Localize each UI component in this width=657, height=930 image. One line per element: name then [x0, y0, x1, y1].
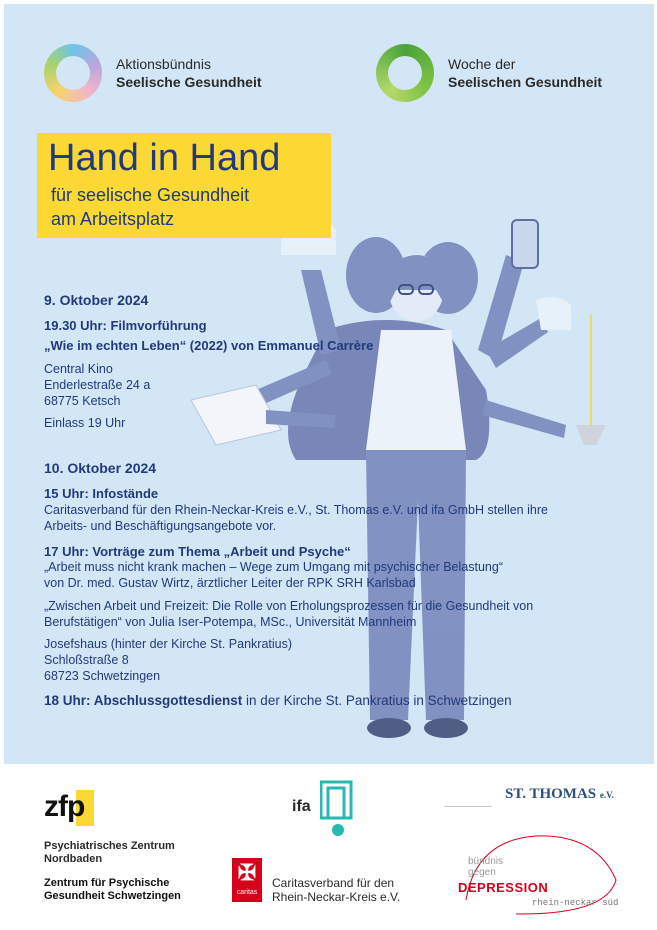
church-sketch-icon [444, 784, 492, 807]
caritas-flame-icon: ✠ [237, 860, 257, 885]
day1-event-time: 19.30 Uhr: Filmvorführung [44, 318, 207, 333]
day1-event-title: „Wie im echten Leben“ (2022) von Emmanuel Carrère [44, 338, 374, 353]
day1-entry: Einlass 19 Uhr [44, 416, 126, 430]
caritas-text [272, 876, 400, 904]
caritas-badge: caritas [236, 889, 258, 896]
depression-word: DEPRESSION [458, 880, 549, 895]
zfp-line: Zentrum für Psychische [44, 877, 170, 889]
page-title: Hand in Hand [48, 137, 281, 179]
zfp-line: Gesundheit Schwetzingen [44, 890, 181, 902]
depression-region: rhein-neckar süd [532, 898, 619, 908]
day2-talk1-line: von Dr. med. Gustav Wirtz, ärztlicher Leiter der RPK SRH Karlsbad [44, 576, 416, 590]
zfp-line: Nordbaden [44, 853, 103, 865]
caritas-line: Rhein-Neckar-Kreis e.V. [272, 890, 401, 904]
day2-service-rest: in der Kirche St. Pankratius in Schwetzingen [242, 693, 512, 708]
ifa-mark: ifa [292, 798, 311, 815]
day2-service [44, 693, 512, 709]
day2-venue-line: 68723 Schwetzingen [44, 669, 161, 683]
day2-talk2-line: Berufstätigen“ von Julia Iser-Potempa, MSc., Universität Mannheim [44, 615, 417, 629]
day2-venue-line: Josefshaus (hinter der Kirche St. Pankratius) [44, 637, 293, 651]
aktionsbuendnis-logo [44, 44, 262, 102]
zfp-mark: zfp [44, 790, 85, 823]
title-box [37, 133, 331, 238]
day2-talk1-line: „Arbeit muss nicht krank machen – Wege zum Umgang mit psychischer Belastung“ [44, 560, 503, 574]
day1-venue-line: Enderlestraße 24 a [44, 378, 151, 392]
depression-small-text [468, 856, 503, 878]
zfp-line: Psychiatrisches Zentrum [44, 840, 175, 852]
title-sub1: für seelische Gesundheit [51, 185, 250, 205]
ifa-door-icon [320, 780, 354, 838]
day1-venue-line: 68775 Ketsch [44, 394, 121, 408]
day2-talk1 [44, 559, 503, 591]
day2-date: 10. Oktober 2024 [44, 460, 157, 476]
st-thomas-logo [505, 786, 614, 803]
st-thomas-name: ST. THOMAS [505, 786, 597, 802]
day2-talk2-line: „Zwischen Arbeit und Freizeit: Die Rolle von Erholungsprozessen für die Gesundheit von [44, 599, 534, 613]
depression-line2: gegen [468, 867, 496, 878]
day2-talks-time: 17 Uhr: Vorträge zum Thema „Arbeit und Psyche“ [44, 544, 351, 559]
day2-talk2 [44, 598, 533, 630]
depression-line1: bündnis [468, 856, 504, 867]
caritas-logo [232, 858, 262, 902]
rainbow-ring-icon [44, 44, 102, 102]
zfp-text2 [44, 877, 181, 903]
st-thomas-suffix: e.V. [599, 790, 614, 800]
day1-venue [44, 361, 150, 409]
day2-service-time: 18 Uhr: Abschlussgottesdienst [44, 693, 243, 708]
day1-date: 9. Oktober 2024 [44, 292, 149, 308]
caritas-line: Caritasverband für den [272, 876, 395, 890]
day2-info-line: Caritasverband für den Rhein-Neckar-Kreis e.V., St. Thomas e.V. und ifa GmbH stellen ihre [44, 503, 548, 517]
zfp-text1 [44, 840, 175, 866]
zfp-logo [44, 790, 84, 824]
logo-left-line2: Seelische Gesundheit [116, 74, 262, 90]
day2-venue-line: Schloßstraße 8 [44, 653, 129, 667]
logo-right-line2: Seelischen Gesundheit [448, 74, 603, 90]
day2-info-time: 15 Uhr: Infostände [44, 486, 159, 501]
day1-venue-line: Central Kino [44, 362, 113, 376]
green-ring-icon [376, 44, 434, 102]
woche-logo [376, 44, 602, 102]
logo-right-line1: Woche der [448, 56, 516, 72]
day2-info-text [44, 502, 548, 534]
title-sub2: am Arbeitsplatz [51, 209, 175, 229]
day2-info-line: Arbeits- und Beschäftigungsangebote vor. [44, 519, 277, 533]
day2-venue [44, 636, 292, 684]
logo-left-line1: Aktionsbündnis [116, 56, 211, 72]
